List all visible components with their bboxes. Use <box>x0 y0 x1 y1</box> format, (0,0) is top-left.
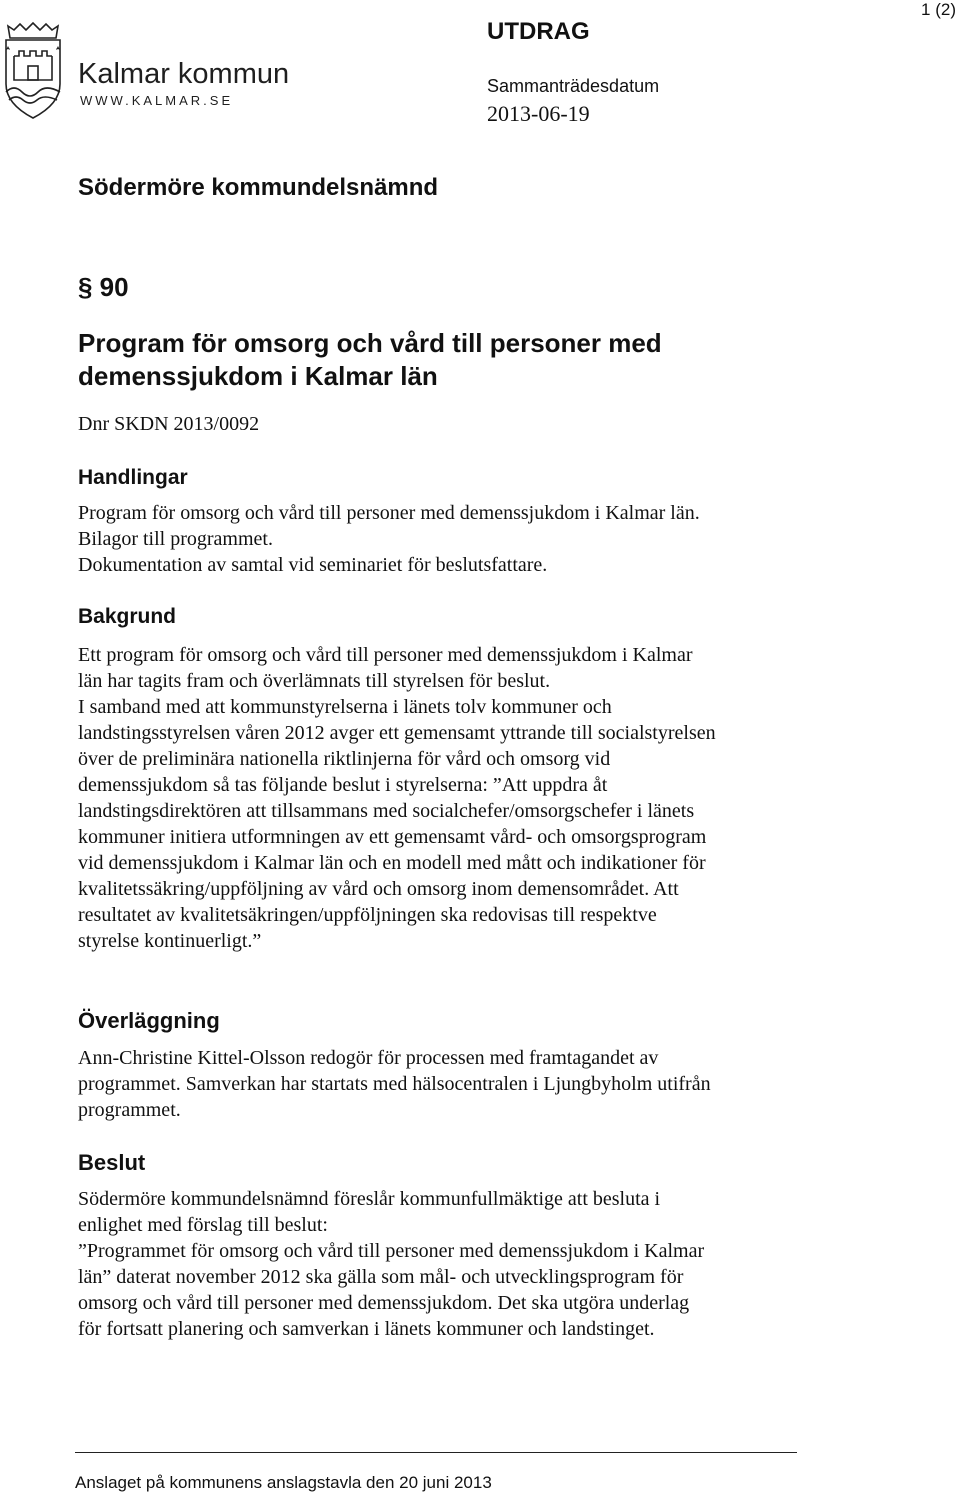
text-line: Bilagor till programmet. <box>78 528 273 550</box>
org-website: WWW.KALMAR.SE <box>80 93 234 108</box>
text-line: I samband med att kommunstyrelserna i länets tolv kommuner och <box>78 696 612 718</box>
bakgrund-paragraph <box>78 642 716 954</box>
meeting-date: 2013-06-19 <box>487 101 590 126</box>
document-title <box>78 327 798 393</box>
text-line: län” daterat november 2012 ska gälla som mål- och utvecklingsprogram för <box>78 1266 684 1288</box>
text-line: Dokumentation av samtal vid seminariet för beslutsfattare. <box>78 554 548 576</box>
text-line: län har tagits fram och överlämnats till styrelsen för beslut. <box>78 670 551 692</box>
text-line: kvalitetssäkring/uppföljning av vård och omsorg inom demensområdet. Att <box>78 878 679 900</box>
text-line: programmet. Samverkan har startats med hälsocentralen i Ljungbyholm utifrån <box>78 1073 711 1095</box>
heading-beslut: Beslut <box>78 1150 146 1175</box>
text-line: för fortsatt planering och samverkan i länets kommuner och landstinget. <box>78 1318 655 1340</box>
heading-handlingar: Handlingar <box>78 466 188 489</box>
handlingar-list <box>78 500 700 578</box>
footer-divider <box>75 1452 797 1453</box>
heading-overlaggning: Överläggning <box>78 1008 220 1033</box>
footer-posting-note: Anslaget på kommunens anslagstavla den 20 juni 2013 <box>75 1473 492 1492</box>
text-line: demenssjukdom så tas följande beslut i styrelserna: ”Att uppdra åt <box>78 774 608 796</box>
text-line: Södermöre kommundelsnämnd föreslår kommunfullmäktige att besluta i <box>78 1188 661 1210</box>
text-line: över de preliminära nationella riktlinjerna för vård och omsorg vid <box>78 748 611 770</box>
org-name: Kalmar kommun <box>78 58 290 90</box>
text-line: programmet. <box>78 1099 181 1121</box>
committee-name: Södermöre kommundelsnämnd <box>78 174 439 201</box>
overlaggning-paragraph <box>78 1045 711 1123</box>
text-line: resultatet av kvalitetsäkringen/uppföljningen ska redovisas till respektve <box>78 904 657 926</box>
text-line: ”Programmet för omsorg och vård till personer med demenssjukdom i Kalmar <box>78 1240 705 1262</box>
text-line: landstingsdirektören att tillsammans med socialchefer/omsorgschefer i länets <box>78 800 695 822</box>
text-line: vid demenssjukdom i Kalmar län och en modell med mått och indikationer för <box>78 852 706 874</box>
text-line: kommuner initiera utformningen av ett gemensamt vård- och omsorgsprogram <box>78 826 707 848</box>
meeting-date-label: Sammanträdesdatum <box>487 76 660 96</box>
kalmar-coat-of-arms-logo <box>2 22 64 126</box>
page-number: 1 (2) <box>921 0 956 19</box>
beslut-paragraph <box>78 1186 704 1342</box>
text-line: styrelse kontinuerligt.” <box>78 930 262 952</box>
case-number: Dnr SKDN 2013/0092 <box>78 413 260 435</box>
text-line: Program för omsorg och vård till personer med demenssjukdom i Kalmar län. <box>78 502 700 524</box>
title-line: demenssjukdom i Kalmar län <box>78 361 438 391</box>
text-line: Ann-Christine Kittel-Olsson redogör för processen med framtagandet av <box>78 1047 659 1069</box>
text-line: landstingsstyrelsen våren 2012 avger ett gemensamt yttrande till socialstyrelsen <box>78 722 716 744</box>
section-number: § 90 <box>78 272 129 302</box>
document-type: UTDRAG <box>487 18 590 45</box>
title-line: Program för omsorg och vård till personer med <box>78 328 662 358</box>
heading-bakgrund: Bakgrund <box>78 605 177 628</box>
text-line: omsorg och vård till personer med demenssjukdom. Det ska utgöra underlag <box>78 1292 690 1314</box>
text-line: Ett program för omsorg och vård till personer med demenssjukdom i Kalmar <box>78 644 693 666</box>
text-line: enlighet med förslag till beslut: <box>78 1214 328 1236</box>
